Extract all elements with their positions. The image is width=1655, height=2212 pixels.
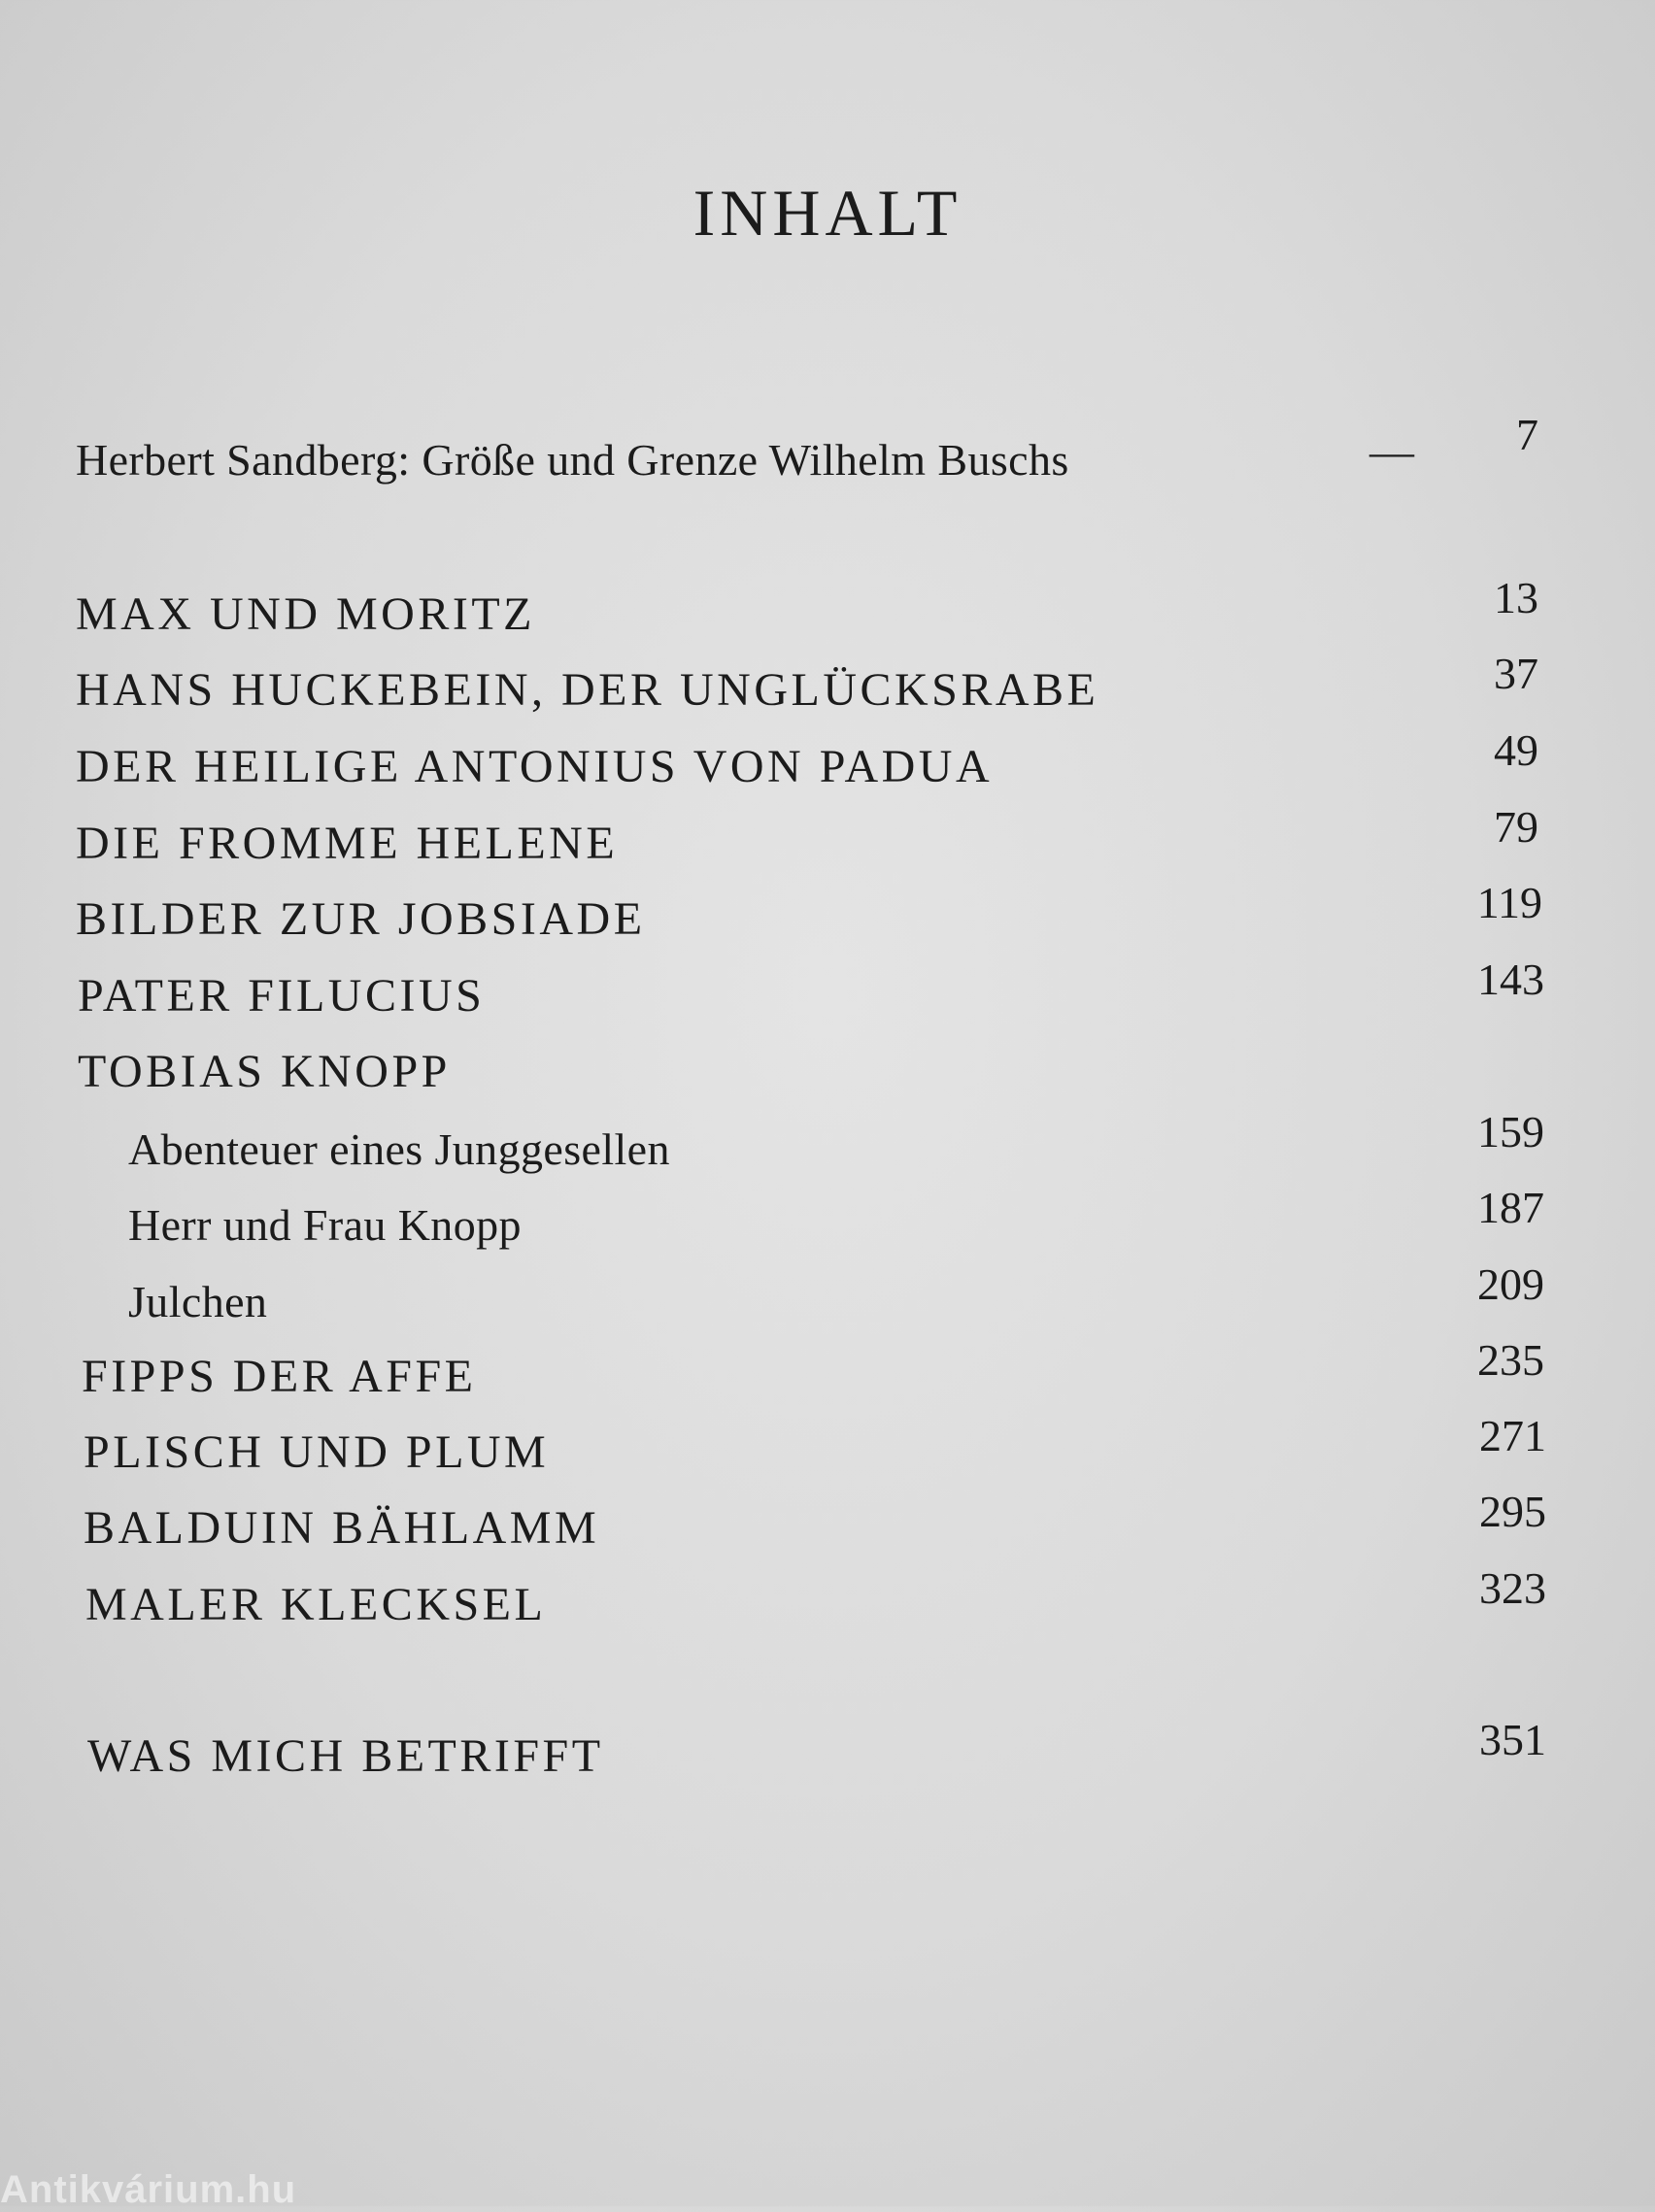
toc-entry-page: 13	[1494, 573, 1538, 622]
toc-entry-page: 159	[1477, 1107, 1544, 1156]
toc-entry-page: 271	[1479, 1411, 1546, 1460]
toc-entry-page: 49	[1494, 725, 1538, 775]
toc-entry	[87, 1715, 1546, 1783]
toc-subentry	[128, 1183, 1544, 1251]
toc-entry-title: MAX UND MORITZ	[76, 588, 535, 640]
toc-entry-title: Abenteuer eines Junggesellen	[128, 1124, 670, 1174]
toc-entry-page: 235	[1477, 1335, 1544, 1385]
toc-subentry	[128, 1107, 1544, 1175]
toc-entry-page: 79	[1494, 802, 1538, 852]
toc-entry-title: FIPPS DER AFFE	[82, 1351, 477, 1402]
toc-entry	[76, 725, 1538, 793]
toc-entry-title: HANS HUCKEBEIN, DER UNGLÜCKSRABE	[76, 664, 1099, 716]
toc-entry-title: BILDER ZUR JOBSIADE	[76, 893, 646, 945]
toc-entry	[82, 1335, 1544, 1403]
toc-entry-page: 37	[1494, 649, 1538, 698]
toc-entry	[84, 1487, 1546, 1555]
toc-entry-page: 209	[1477, 1259, 1544, 1309]
toc-entry	[78, 1040, 1544, 1098]
toc-dash: —	[1369, 426, 1414, 476]
toc-entry-page: 119	[1476, 878, 1542, 927]
toc-entry-page: 323	[1479, 1563, 1546, 1613]
toc-entry-title: MALER KLECKSEL	[85, 1579, 547, 1630]
toc-entry-foreword	[76, 410, 1538, 486]
toc-entry-title: PATER FILUCIUS	[78, 970, 486, 1022]
toc-entry-title: WAS MICH BETRIFFT	[87, 1730, 604, 1782]
toc-entry	[76, 649, 1538, 717]
watermark: Antikvárium.hu	[0, 2168, 297, 2211]
toc-entry	[85, 1563, 1546, 1631]
toc-entry-title: Herr und Frau Knopp	[128, 1200, 522, 1250]
toc-entry-title: TOBIAS KNOPP	[78, 1046, 451, 1097]
toc-entry-page: 187	[1477, 1183, 1544, 1232]
toc-entry	[76, 878, 1542, 946]
toc-entry-page: 7	[1516, 410, 1538, 459]
toc-subentry	[128, 1259, 1544, 1327]
toc-entry	[76, 573, 1538, 641]
toc-entry-title: DER HEILIGE ANTONIUS VON PADUA	[76, 741, 994, 792]
toc-heading: INHALT	[692, 176, 963, 250]
toc-entry-title: BALDUIN BÄHLAMM	[84, 1502, 600, 1554]
toc-entry-title: DIE FROMME HELENE	[76, 818, 619, 869]
toc-entry-page: 351	[1479, 1715, 1546, 1764]
toc-entry-title: Julchen	[128, 1277, 268, 1326]
toc-entry-title: PLISCH UND PLUM	[84, 1426, 550, 1478]
toc-entry-page: 143	[1477, 955, 1544, 1004]
toc-entry-page: 295	[1479, 1487, 1546, 1536]
toc-entry-title: Herbert Sandberg: Größe und Grenze Wilhelm Buschs	[76, 435, 1069, 485]
toc-entry	[84, 1411, 1546, 1479]
toc-entry	[78, 955, 1544, 1022]
toc-entry	[76, 802, 1538, 870]
